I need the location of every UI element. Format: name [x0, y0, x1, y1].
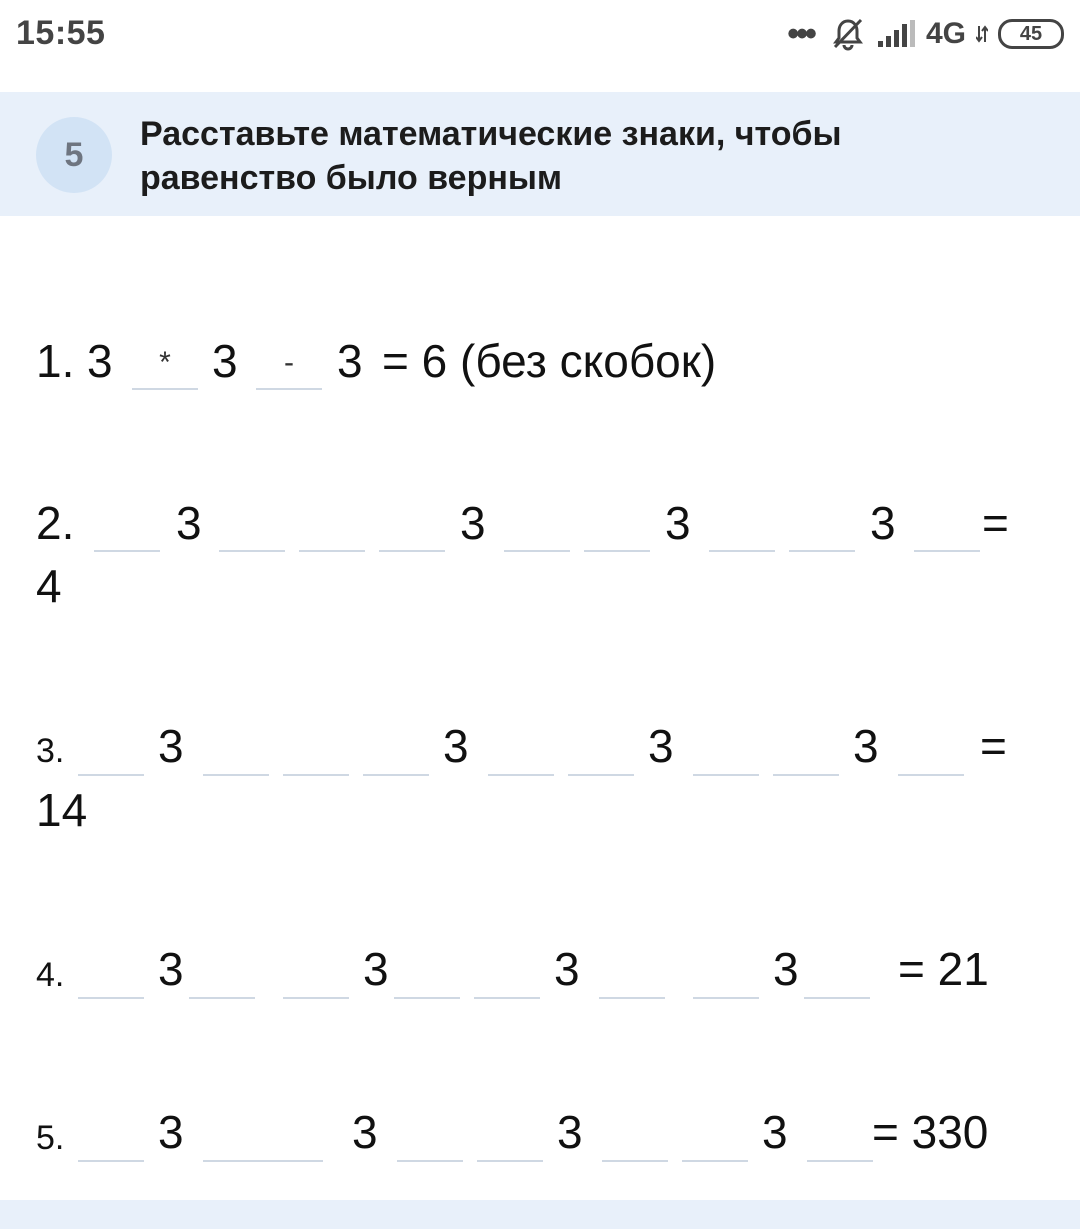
equation-4-number: 3	[158, 943, 184, 995]
equation-2-number: 3	[460, 497, 486, 549]
equation-3-number: 3	[443, 720, 469, 772]
equation-3-equals: =	[980, 720, 1007, 772]
equation-5-tail: = 330	[872, 1106, 989, 1158]
equation-4-blank[interactable]	[693, 997, 759, 999]
equation-5-blank[interactable]	[602, 1160, 668, 1162]
equation-5-blank[interactable]	[807, 1160, 873, 1162]
equation-1-index: 1.	[36, 335, 75, 387]
equation-3-blank[interactable]	[693, 774, 759, 776]
equation-3-blank[interactable]	[203, 774, 269, 776]
equation-4-blank[interactable]	[599, 997, 665, 999]
next-task-header	[0, 1200, 1080, 1229]
equation-3-index: 3.	[36, 732, 65, 770]
equation-3-blank[interactable]	[488, 774, 554, 776]
equation-2-blank[interactable]	[379, 550, 445, 552]
equation-5-blank[interactable]	[397, 1160, 463, 1162]
equation-4-blank[interactable]	[189, 997, 255, 999]
equation-5-blank[interactable]	[203, 1160, 323, 1162]
equation-5-index: 5.	[36, 1119, 65, 1157]
equation-5-blank[interactable]	[78, 1160, 144, 1162]
data-arrows-icon	[976, 24, 988, 44]
equation-2-index: 2.	[36, 497, 75, 549]
equation-3-blank[interactable]	[363, 774, 429, 776]
more-dots-icon: •••	[787, 15, 814, 53]
equation-1-blank-2[interactable]	[256, 388, 322, 390]
equation-2-result: 4	[36, 560, 62, 612]
equation-5-number: 3	[762, 1106, 788, 1158]
task-title-line-2: равенство было верным	[140, 159, 563, 197]
status-time: 15:55	[16, 14, 106, 52]
signal-icon	[876, 19, 916, 49]
equation-1-number: 3	[337, 335, 363, 387]
equation-5-blank[interactable]	[477, 1160, 543, 1162]
equation-1-blank-1-value: *	[159, 346, 171, 379]
status-bar	[0, 0, 1080, 70]
task-header	[0, 92, 1080, 216]
equation-2-blank[interactable]	[789, 550, 855, 552]
equation-1-number: 3	[87, 335, 113, 387]
equation-3-number: 3	[648, 720, 674, 772]
equation-4-number: 3	[554, 943, 580, 995]
equation-2-blank[interactable]	[219, 550, 285, 552]
equation-3-blank[interactable]	[898, 774, 964, 776]
equation-5-number: 3	[557, 1106, 583, 1158]
equation-1-blank-1[interactable]	[132, 388, 198, 390]
equation-4-blank[interactable]	[78, 997, 144, 999]
task-title	[140, 112, 1040, 200]
equation-2-blank[interactable]	[504, 550, 570, 552]
equation-2-number: 3	[665, 497, 691, 549]
equation-2-number: 3	[870, 497, 896, 549]
equation-2-blank[interactable]	[584, 550, 650, 552]
equation-4-blank[interactable]	[283, 997, 349, 999]
equation-3-blank[interactable]	[283, 774, 349, 776]
equation-2-blank[interactable]	[914, 550, 980, 552]
equation-4-index: 4.	[36, 956, 65, 994]
equation-2-blank[interactable]	[709, 550, 775, 552]
equation-2-equals: =	[982, 497, 1009, 549]
equation-3-blank[interactable]	[773, 774, 839, 776]
equation-4-tail: = 21	[898, 943, 989, 995]
equation-3-number: 3	[158, 720, 184, 772]
equation-3-blank[interactable]	[568, 774, 634, 776]
equation-1-blank-2-value: -	[284, 346, 294, 379]
network-type: 4G	[925, 17, 966, 50]
battery-icon: 45	[998, 19, 1064, 49]
equation-3-blank[interactable]	[78, 774, 144, 776]
task-title-line-1: Расставьте математические знаки, чтобы	[140, 115, 842, 153]
equation-4-blank[interactable]	[394, 997, 460, 999]
equation-1-number: 3	[212, 335, 238, 387]
notifications-muted-icon	[830, 16, 866, 52]
equation-4-number: 3	[363, 943, 389, 995]
equation-4-blank[interactable]	[474, 997, 540, 999]
equation-4-number: 3	[773, 943, 799, 995]
equation-2-number: 3	[176, 497, 202, 549]
equation-5-number: 3	[352, 1106, 378, 1158]
equation-2-blank[interactable]	[299, 550, 365, 552]
status-icons	[787, 14, 1064, 54]
equation-3-result: 14	[36, 784, 88, 836]
equation-5-blank[interactable]	[682, 1160, 748, 1162]
task-number-badge: 5	[36, 117, 112, 193]
equation-5-number: 3	[158, 1106, 184, 1158]
equation-2-blank[interactable]	[94, 550, 160, 552]
equation-1-tail: = 6 (без скобок)	[382, 335, 717, 387]
equation-4-blank[interactable]	[804, 997, 870, 999]
equation-3-number: 3	[853, 720, 879, 772]
